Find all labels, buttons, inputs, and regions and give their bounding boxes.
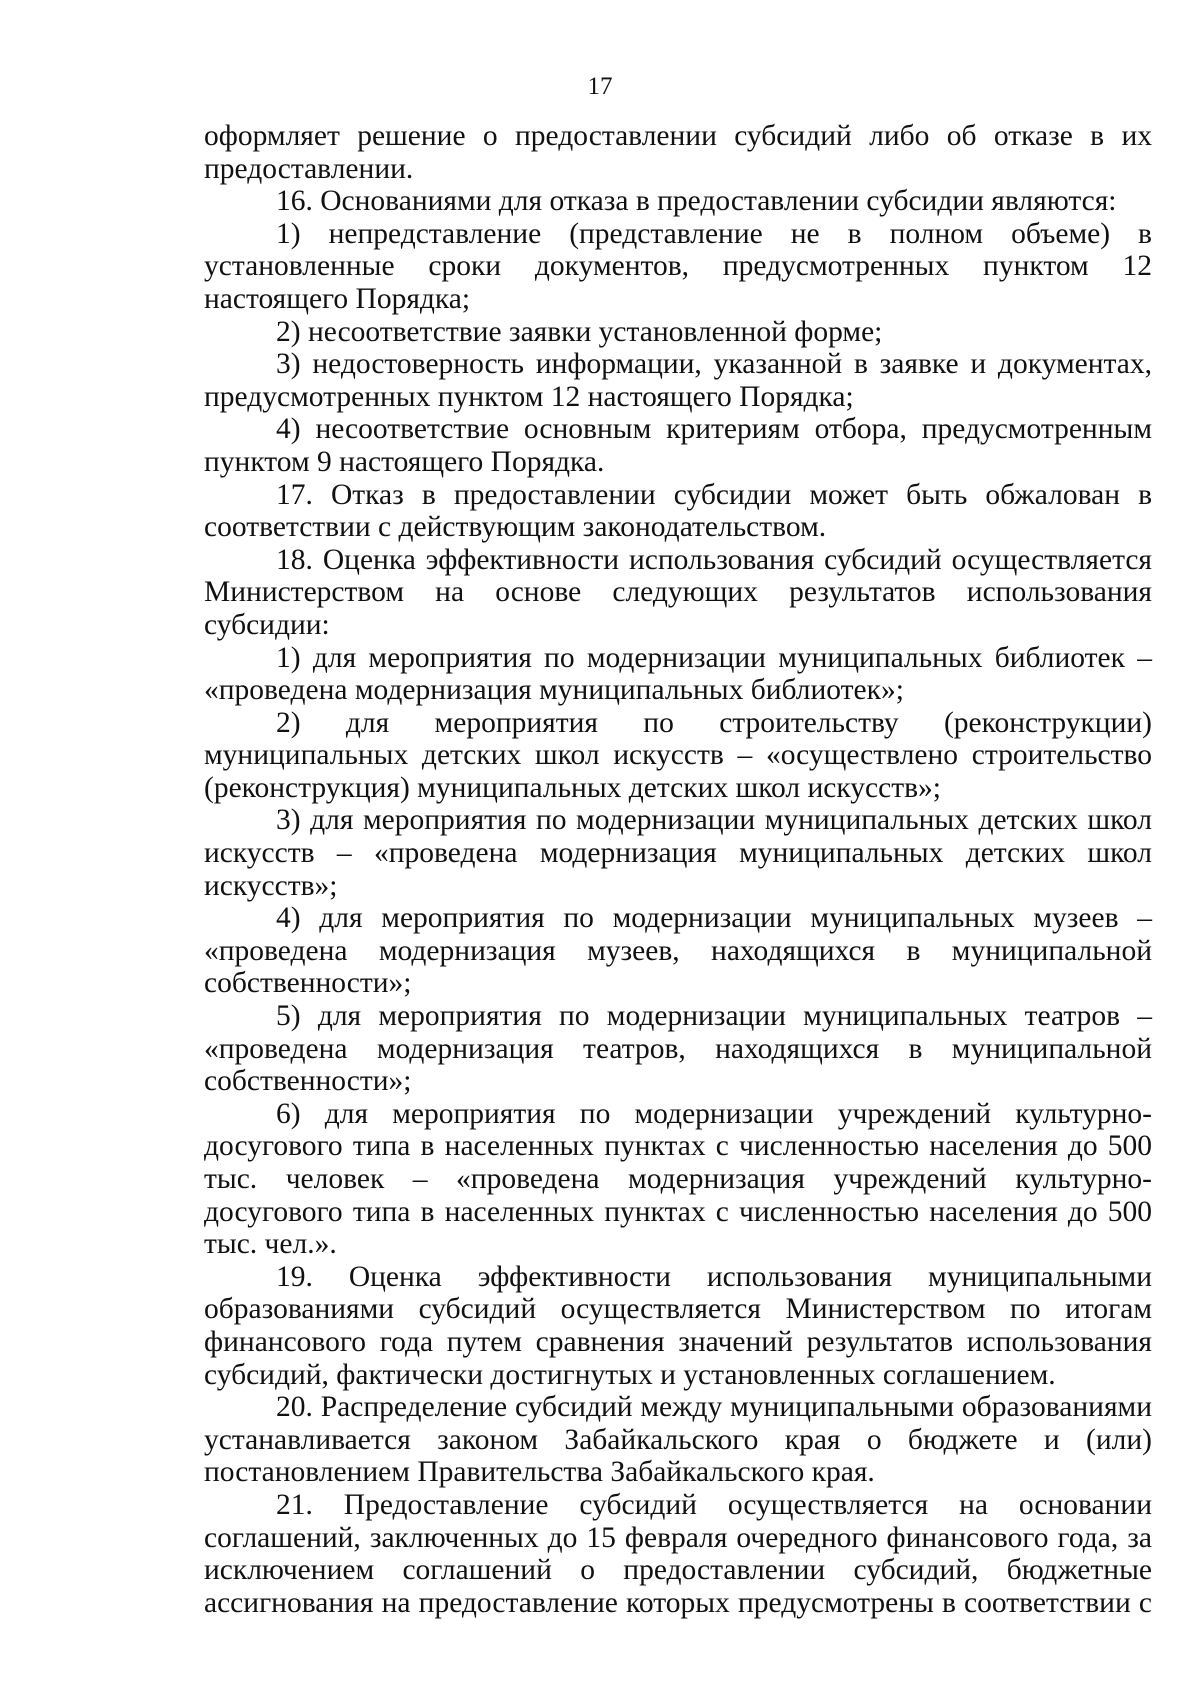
paragraph: 18. Оценка эффективности использования субсидий осуществляется Министерством на основе следующих результатов использования субсидии: <box>204 543 1152 641</box>
paragraph: 3) для мероприятия по модернизации муниципальных детских школ искусств – «проведена модернизация муниципальных детских школ искусств»; <box>204 804 1152 902</box>
paragraph: 1) непредставление (представление не в полном объеме) в установленные сроки документов, предусмотренных пунктом 12 настоящего Порядка; <box>204 217 1152 315</box>
paragraph: 20. Распределение субсидий между муниципальными образованиями устанавливается законом Забайкальского края о бюджете и (или) постановлением Правительства Забайкальского края. <box>204 1391 1152 1489</box>
paragraph: 16. Основаниями для отказа в предоставлении субсидии являются: <box>276 185 1117 218</box>
paragraph: 1) для мероприятия по модернизации муниципальных библиотек – «проведена модернизация муниципальных библиотек»; <box>204 641 1152 707</box>
paragraph: 4) несоответствие основным критериям отбора, предусмотренным пунктом 9 настоящего Порядка. <box>204 413 1152 478</box>
paragraph: 2) для мероприятия по строительству (реконструкции) муниципальных детских школ искусств – «осуществлено строительство (реконструкция) муниципальных детских школ искусств»; <box>204 706 1152 804</box>
paragraph: 4) для мероприятия по модернизации муниципальных музеев – «проведена модернизация музеев, находящихся в муниципальной собственности»; <box>204 902 1152 1000</box>
paragraph: 3) недостоверность информации, указанной в заявке и документах, предусмотренных пунктом 12 настоящего Порядка; <box>204 348 1152 413</box>
paragraph: оформляет решение о предоставлении субсидий либо об отказе в их предоставлении. <box>204 120 1152 185</box>
paragraph: 6) для мероприятия по модернизации учреждений культурно-досугового типа в населенных пунктах с численностью населения до 500 тыс. человек – «проведена модернизация учреждений культурно-досугового типа в населенных пунктах с численностью населения до 500 тыс. чел.». <box>204 1097 1152 1261</box>
paragraph: 17. Отказ в предоставлении субсидии может быть обжалован в соответствии с действующим законодательством. <box>204 478 1152 544</box>
paragraph: 5) для мероприятия по модернизации муниципальных театров – «проведена модернизация театров, находящихся в муниципальной собственности»; <box>204 1000 1152 1098</box>
paragraph: 2) несоответствие заявки установленной форме; <box>276 315 883 348</box>
page-number: 17 <box>587 73 613 100</box>
paragraph: 19. Оценка эффективности использования муниципальными образованиями субсидий осуществляется Министерством по итогам финансового года путем сравнения значений результатов использования субсидий, фактически достигнутых и установленных соглашением. <box>204 1260 1152 1391</box>
document-body <box>204 120 1152 1619</box>
paragraph: 21. Предоставление субсидий осуществляется на основании соглашений, заключенных до 15 февраля очередного финансового года, за исключением соглашений о предоставлении субсидий, бюджетные ассигнования на предоставление которых предусмотрены в соответствии с <box>204 1488 1152 1619</box>
